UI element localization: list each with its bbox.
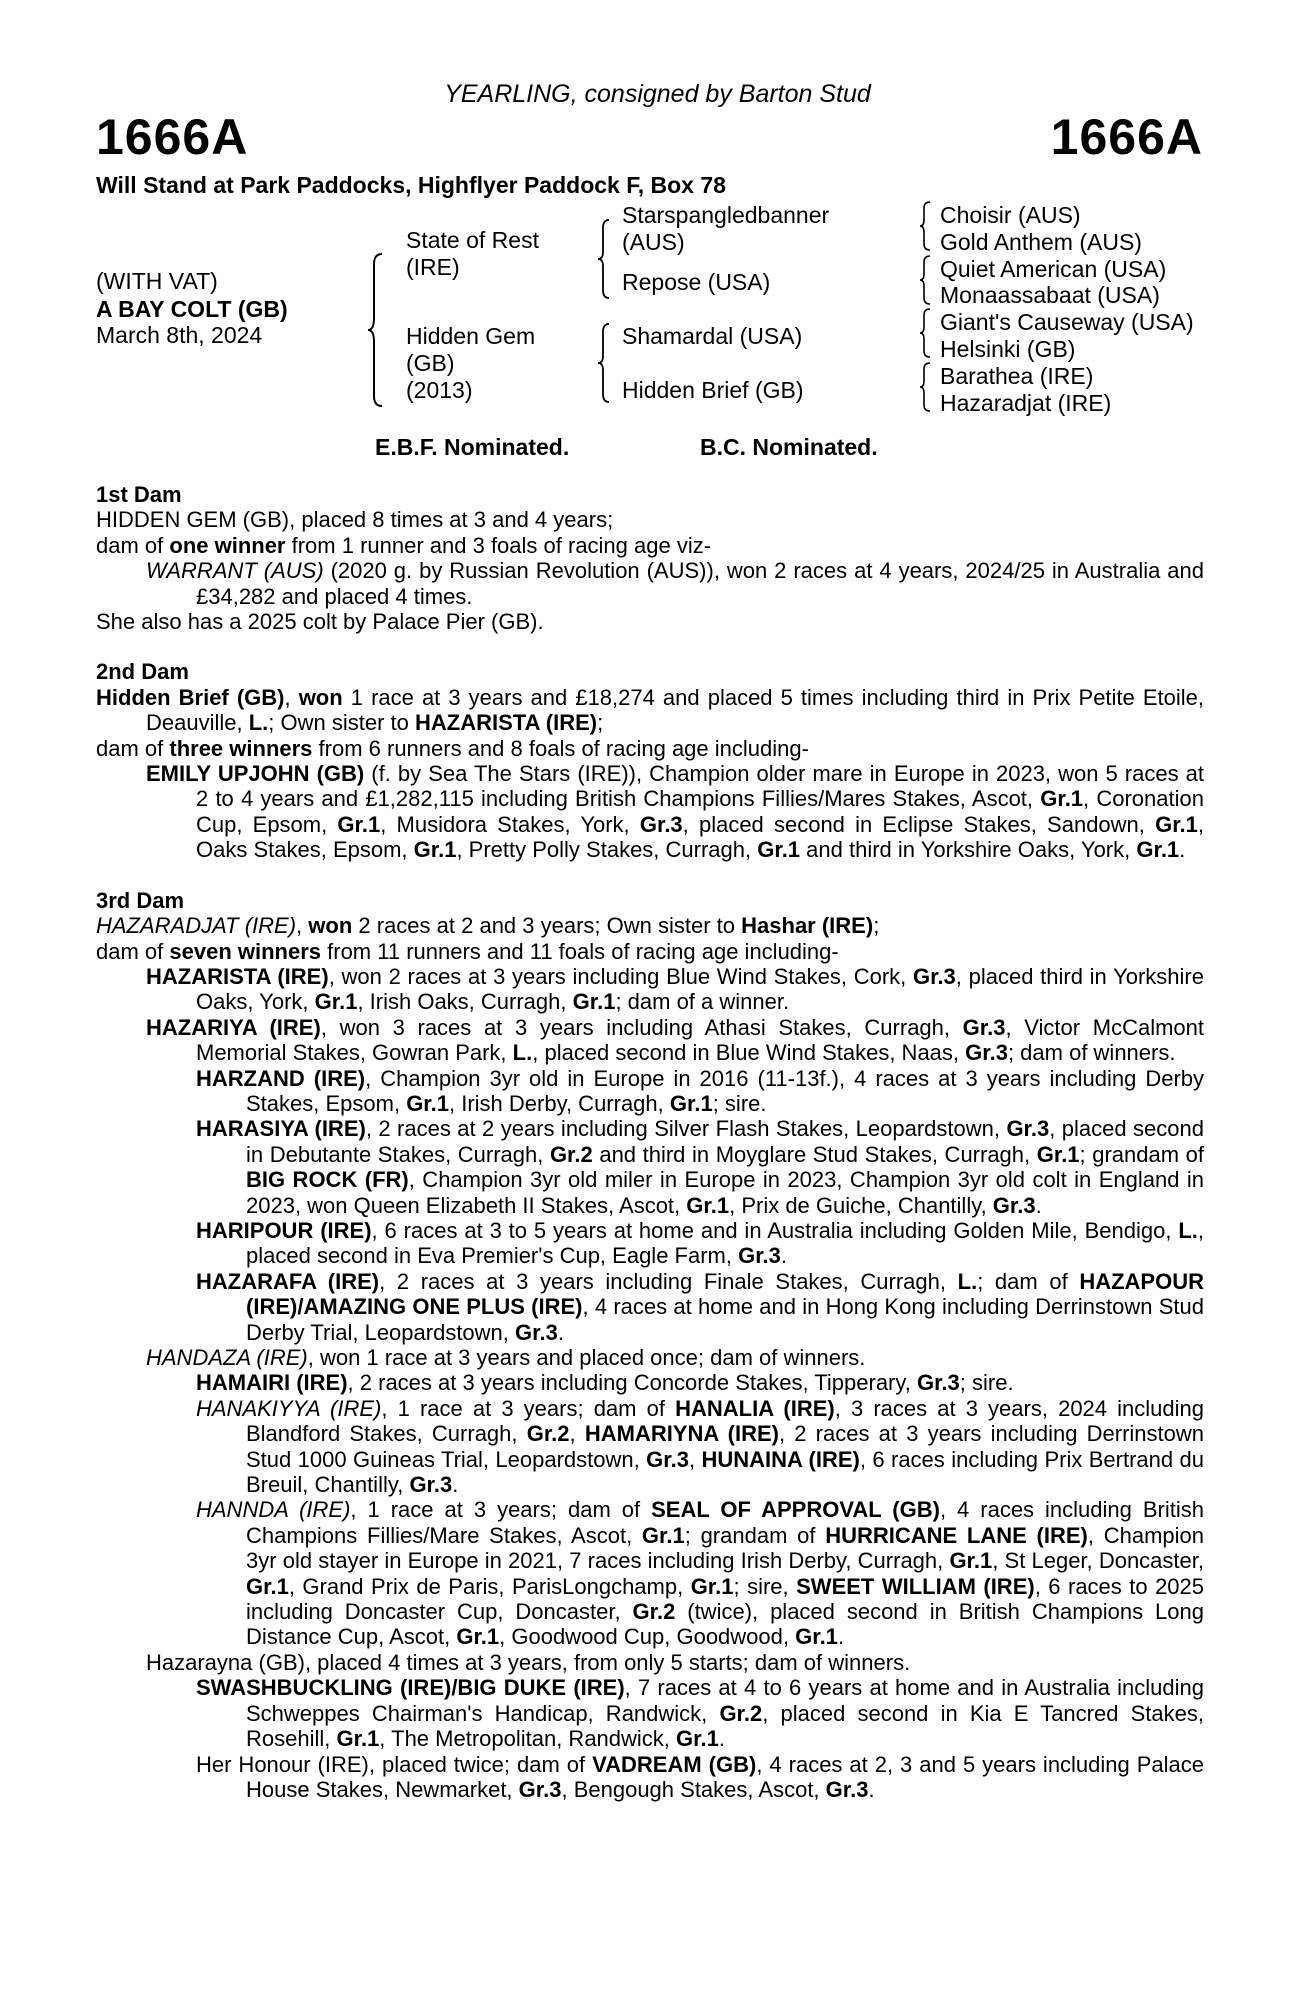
gen3-quiet-american: Quiet American (USA): [940, 256, 1167, 282]
progeny-hazarafa: HAZARAFA (IRE), 2 races at 3 years including Finale Stakes, Curragh, L.; dam of HAZAPOUR (IRE)/AMAZING ONE PLUS (IRE), 4 races at home and in Hong Kong including Derrinstown Stud Derby Trial, Leopardstown, Gr.3.: [196, 1268, 1204, 1345]
gen3-choisir: Choisir (AUS): [940, 202, 1081, 228]
second-dam-heading: 2nd Dam: [96, 659, 189, 685]
pedigree-brace-main: [366, 252, 386, 408]
first-dam-heading: 1st Dam: [96, 482, 182, 507]
third-dam-record: dam of seven winners from 11 runners and 11 foals of racing age including-: [96, 938, 839, 964]
progeny-hazarayna: Hazarayna (GB), placed 4 times at 3 years, from only 5 starts; dam of winners.: [146, 1649, 911, 1675]
lot-number-left: 1666A: [96, 109, 249, 165]
progeny-hannda: HANNDA (IRE), 1 race at 3 years; dam of SEAL OF APPROVAL (GB), 4 races including British Champions Fillies/Mare Stakes, Ascot, Gr.1; grandam of HURRICANE LANE (IRE), Champion 3yr old stayer in Europe in 2021, 7 races including Irish Derby, Curragh, Gr.1, St Leger, Doncaster, Gr.1, Grand Prix de Paris, ParisLongchamp, Gr.1; sire, SWEET WILLIAM (IRE), 6 races to 2025 including Doncaster Cup, Doncaster, Gr.2 (twice), placed second in British Champions Long Distance Cup, Ascot, Gr.1, Goodwood Cup, Goodwood, Gr.1.: [196, 1497, 1205, 1650]
sire-dam: Repose (USA): [622, 269, 771, 295]
second-dam-summary: Hidden Brief (GB), won 1 race at 3 years and £18,274 and placed 5 times including third in Prix Petite Etoile, Deauville, L.; Own sister to HAZARISTA (IRE);: [96, 684, 1204, 736]
sire-name: State of Rest: [406, 227, 539, 253]
first-dam-record: dam of one winner from 1 runner and 3 foals of racing age viz-: [96, 532, 712, 558]
gen3-helsinki: Helsinki (GB): [940, 336, 1076, 362]
consignment-subtitle: YEARLING, consigned by Barton Stud: [444, 80, 871, 108]
sire-country: (IRE): [406, 254, 460, 280]
horse-name: A BAY COLT (GB): [96, 296, 288, 322]
sire-brace: [596, 218, 612, 300]
date-of-birth: March 8th, 2024: [96, 322, 263, 348]
gen3-giants-causeway: Giant's Causeway (USA): [940, 309, 1194, 335]
dam-country: (GB): [406, 350, 455, 376]
dam-year: (2013): [406, 377, 473, 403]
progeny-hazarista: HAZARISTA (IRE), won 2 races at 3 years including Blue Wind Stakes, Cork, Gr.3, placed third in Yorkshire Oaks, York, Gr.1, Irish Oaks, Curragh, Gr.1; dam of a winner.: [146, 963, 1204, 1015]
gen3-gold-anthem: Gold Anthem (AUS): [940, 229, 1142, 255]
dam-name: Hidden Gem: [406, 323, 536, 349]
second-dam-progeny-emily-upjohn: EMILY UPJOHN (GB) (f. by Sea The Stars (IRE)), Champion older mare in Europe in 2023, won 5 races at 2 to 4 years and £1,282,115 including British Champions Fillies/Mares Stakes, Ascot, Gr.1, Coronation Cup, Epsom, Gr.1, Musidora Stakes, York, Gr.3, placed second in Eclipse Stakes, Sandown, Gr.1, Oaks Stakes, Epsom, Gr.1, Pretty Polly Stakes, Curragh, Gr.1 and third in Yorkshire Oaks, York, Gr.1.: [146, 761, 1205, 863]
vat-note: (WITH VAT): [96, 268, 218, 294]
catalogue-body: [96, 482, 1204, 1802]
dam-sire: Shamardal (USA): [622, 323, 803, 349]
first-dam-progeny-warrant: WARRANT (AUS) (2020 g. by Russian Revolution (AUS)), won 2 races at 4 years, 2024/25 in Australia and £34,282 and placed 4 times.: [146, 558, 1204, 609]
first-dam-note: She also has a 2025 colt by Palace Pier (GB).: [96, 609, 544, 635]
sire-sire-country: (AUS): [622, 229, 685, 255]
progeny-hamairi: HAMAIRI (IRE), 2 races at 3 years including Concorde Stakes, Tipperary, Gr.3; sire.: [196, 1370, 1014, 1396]
sire-sire: Starspangledbanner: [622, 202, 830, 228]
progeny-her-honour: Her Honour (IRE), placed twice; dam of VADREAM (GB), 4 races at 2, 3 and 5 years including Palace House Stakes, Newmarket, Gr.3, Bengough Stakes, Ascot, Gr.3.: [196, 1751, 1205, 1802]
progeny-hazariya: HAZARIYA (IRE), won 3 races at 3 years including Athasi Stakes, Curragh, Gr.3, Victor McCalmont Memorial Stakes, Gowran Park, L., placed second in Blue Wind Stakes, Naas, Gr.3; dam of winners.: [146, 1014, 1204, 1066]
bc-nominated: B.C. Nominated.: [700, 434, 878, 460]
progeny-harasiya: HARASIYA (IRE), 2 races at 2 years including Silver Flash Stakes, Leopardstown, Gr.3, placed second in Debutante Stakes, Curragh, Gr.2 and third in Moyglare Stud Stakes, Curragh, Gr.1; grandam of BIG ROCK (FR), Champion 3yr old miler in Europe in 2023, Champion 3yr old colt in England in 2023, won Queen Elizabeth II Stakes, Ascot, Gr.1, Prix de Guiche, Chantilly, Gr.3.: [196, 1116, 1204, 1218]
progeny-haripour: HARIPOUR (IRE), 6 races at 3 to 5 years at home and in Australia including Golden Mile, Bendigo, L., placed second in Eva Premier's Cup, Eagle Farm, Gr.3.: [196, 1217, 1204, 1269]
gen3-brace-2: [918, 254, 932, 306]
third-dam-summary: HAZARADJAT (IRE), won 2 races at 2 and 3 years; Own sister to Hashar (IRE);: [96, 913, 880, 939]
gen3-brace-4: [918, 361, 932, 413]
dam-dam: Hidden Brief (GB): [622, 377, 804, 403]
dam-brace: [596, 322, 612, 404]
second-dam-record: dam of three winners from 6 runners and 8 foals of racing age including-: [96, 735, 809, 761]
gen3-hazaradjat: Hazaradjat (IRE): [940, 390, 1112, 416]
first-dam-summary: HIDDEN GEM (GB), placed 8 times at 3 and 4 years;: [96, 507, 614, 533]
progeny-swashbuckling: SWASHBUCKLING (IRE)/BIG DUKE (IRE), 7 races at 4 to 6 years at home and in Australia including Schweppes Chairman's Handicap, Randwick, Gr.2, placed second in Kia E Tancred Stakes, Rosehill, Gr.1, The Metropolitan, Randwick, Gr.1.: [196, 1675, 1204, 1752]
gen3-brace-1: [918, 200, 932, 252]
third-dam-heading: 3rd Dam: [96, 887, 185, 913]
gen3-barathea: Barathea (IRE): [940, 363, 1094, 389]
ebf-nominated: E.B.F. Nominated.: [375, 434, 570, 460]
progeny-hanakiyya: HANAKIYYA (IRE), 1 race at 3 years; dam of HANALIA (IRE), 3 races at 3 years, 2024 including Blandford Stakes, Curragh, Gr.2, HAMARIYNA (IRE), 2 races at 3 years including Derrinstown Stud 1000 Guineas Trial, Leopardstown, Gr.3, HUNAINA (IRE), 6 races including Prix Bertrand du Breuil, Chantilly, Gr.3.: [196, 1395, 1204, 1498]
progeny-harzand: HARZAND (IRE), Champion 3yr old in Europe in 2016 (11-13f.), 4 races at 3 years including Derby Stakes, Epsom, Gr.1, Irish Derby, Curragh, Gr.1; sire.: [196, 1065, 1205, 1116]
lot-number-right: 1666A: [1050, 109, 1203, 165]
stand-location: Will Stand at Park Paddocks, Highflyer Paddock F, Box 78: [96, 172, 726, 198]
gen3-brace-3: [918, 307, 932, 359]
gen3-monaassabaat: Monaassabaat (USA): [940, 282, 1160, 308]
progeny-handaza: HANDAZA (IRE), won 1 race at 3 years and placed once; dam of winners.: [146, 1345, 866, 1370]
